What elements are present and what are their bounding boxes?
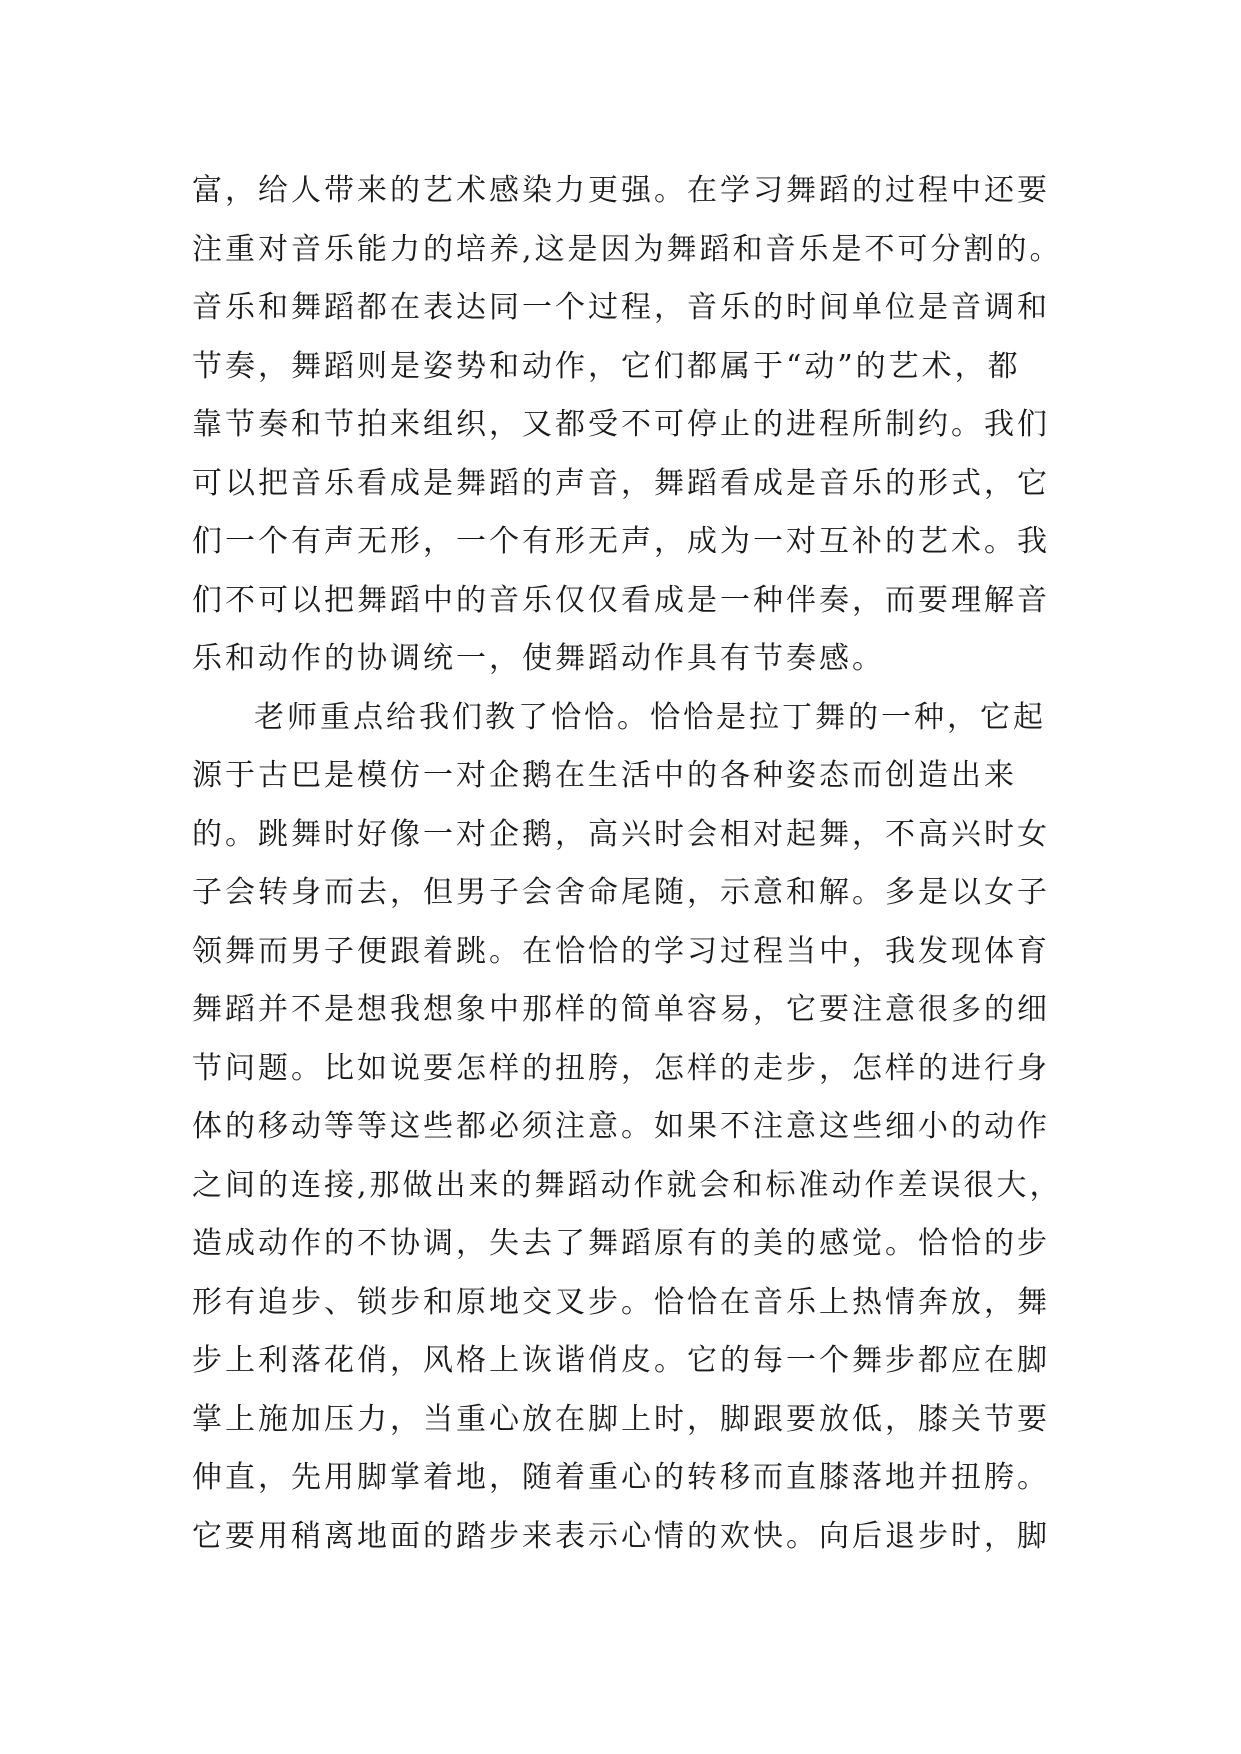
- text-line: 注重对音乐能力的培养,这是因为舞蹈和音乐是不可分割的。: [192, 231, 1063, 267]
- text-line: 掌上施加压力，当重心放在脚上时，脚跟要放低，膝关节要: [192, 1401, 1050, 1437]
- text-line: 伸直，先用脚掌着地，随着重心的转移而直膝落地并扭胯。: [192, 1460, 1050, 1495]
- text-line: 乐和动作的协调统一，使舞蹈动作具有节奏感。: [192, 641, 885, 676]
- text-line: 形有追步、锁步和原地交叉步。恰恰在音乐上热情奔放，舞: [192, 1284, 1050, 1320]
- text-line: 它要用稍离地面的踏步来表示心情的欢快。向后退步时，脚: [192, 1518, 1050, 1554]
- text-line: 之间的连接,那做出来的舞蹈动作就会和标准动作差误很大，: [192, 1167, 1063, 1203]
- text-line: 体的移动等等这些都必须注意。如果不注意这些细小的动作: [192, 1109, 1050, 1144]
- text-line: 步上利落花俏，风格上诙谐俏皮。它的每一个舞步都应在脚: [192, 1343, 1050, 1378]
- text-line: 源于古巴是模仿一对企鹅在生活中的各种姿态而创造出来: [192, 758, 1017, 793]
- text-line: 节问题。比如说要怎样的扭胯，怎样的走步，怎样的进行身: [192, 1050, 1050, 1086]
- text-line: 舞蹈并不是想我想象中那样的简单容易，它要注意很多的细: [192, 992, 1050, 1027]
- paragraph-first-line: 老师重点给我们教了恰恰。恰恰是拉丁舞的一种，它起: [254, 699, 1046, 735]
- text-line: 造成动作的不协调，失去了舞蹈原有的美的感觉。恰恰的步: [192, 1226, 1050, 1261]
- text-line: 们一个有声无形，一个有形无声，成为一对互补的艺术。我: [192, 524, 1050, 559]
- text-line: 节奏，舞蹈则是姿势和动作，它们都属于“动”的艺术，都: [192, 348, 1021, 384]
- text-line: 们不可以把舞蹈中的音乐仅仅看成是一种伴奏，而要理解音: [192, 582, 1050, 618]
- text-line: 领舞而男子便跟着跳。在恰恰的学习过程当中，我发现体育: [192, 933, 1050, 969]
- text-line: 靠节奏和节拍来组织，又都受不可停止的进程所制约。我们: [192, 407, 1050, 442]
- text-line: 子会转身而去，但男子会舍命尾随，示意和解。多是以女子: [192, 875, 1050, 910]
- text-line: 富，给人带来的艺术感染力更强。在学习舞蹈的过程中还要: [192, 173, 1050, 208]
- text-line: 音乐和舞蹈都在表达同一个过程，音乐的时间单位是音调和: [192, 290, 1050, 325]
- text-line: 的。跳舞时好像一对企鹅，高兴时会相对起舞，不高兴时女: [192, 816, 1050, 852]
- text-line: 可以把音乐看成是舞蹈的声音，舞蹈看成是音乐的形式，它: [192, 465, 1050, 501]
- body-text: [192, 162, 1092, 1566]
